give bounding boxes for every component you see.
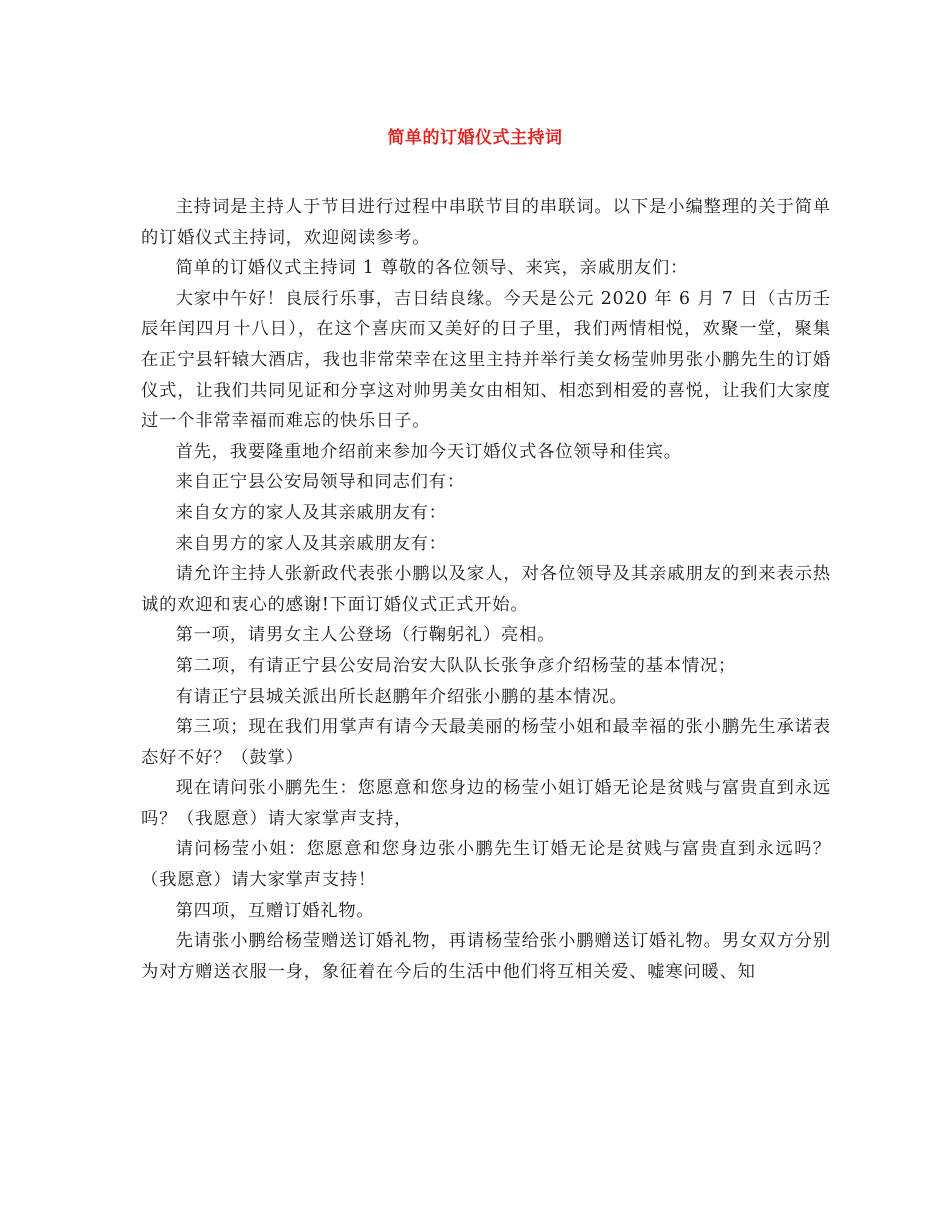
paragraph: 首先，我要隆重地介绍前来参加今天订婚仪式各位领导和佳宾。: [175, 441, 682, 462]
paragraph: 先请张小鹏给杨莹赠送订婚礼物，再请杨莹给张小鹏赠送订婚礼物。男女双方分别为对方赠送衣服一身，象征着在今后的生活中他们将互相关爱、嘘寒问暖、知: [141, 931, 831, 982]
paragraph: 第一项，请男女主人公登场（行鞠躬礼）亮相。: [175, 625, 556, 646]
document-body: [141, 192, 831, 987]
paragraph: 来自男方的家人及其亲戚朋友有：: [175, 533, 447, 554]
paragraph: 第三项；现在我们用掌声有请今天最美丽的杨莹小姐和最幸福的张小鹏先生承诺表态好不好？（鼓掌）: [141, 717, 831, 768]
paragraph: 简单的订婚仪式主持词 1 尊敬的各位领导、来宾，亲戚朋友们：: [175, 258, 689, 279]
paragraph: 来自女方的家人及其亲戚朋友有：: [175, 502, 447, 523]
paragraph: 主持词是主持人于节目进行过程中串联节目的串联词。以下是小编整理的关于简单的订婚仪式主持词，欢迎阅读参考。: [141, 197, 831, 248]
paragraph: 请允许主持人张新政代表张小鹏以及家人，对各位领导及其亲戚朋友的到来表示热诚的欢迎和衷心的感谢!下面订婚仪式正式开始。: [141, 564, 831, 615]
paragraph: 来自正宁县公安局领导和同志们有：: [175, 472, 465, 493]
paragraph: 第四项，互赠订婚礼物。: [175, 900, 375, 921]
paragraph: 有请正宁县城关派出所长赵鹏年介绍张小鹏的基本情况。: [175, 686, 628, 707]
page-title: 简单的订婚仪式主持词: [387, 128, 563, 148]
paragraph: 现在请问张小鹏先生：您愿意和您身边的杨莹小姐订婚无论是贫贱与富贵直到永远吗？（我愿意）请大家掌声支持，: [141, 778, 831, 829]
paragraph: 第二项，有请正宁县公安局治安大队队长张争彦介绍杨莹的基本情况；: [175, 655, 737, 676]
paragraph: 请问杨莹小姐：您愿意和您身边张小鹏先生订婚无论是贫贱与富贵直到永远吗？（我愿意）请大家掌声支持！: [141, 839, 831, 891]
paragraph: 大家中午好！良辰行乐事，吉日结良缘。今天是公元 2020 年 6 月 7 日（古历壬辰年闰四月十八日），在这个喜庆而又美好的日子里，我们两情相悦，欢聚一堂，聚集在正宁县轩辕大酒店，我也非常荣幸在这里主持并举行美女杨莹帅男张小鹏先生的订婚仪式，让我们共同见证和分享这对帅男美女由相知、相恋到相爱的喜悦，让我们大家度过一个非常幸福而难忘的快乐日子。: [141, 288, 831, 432]
